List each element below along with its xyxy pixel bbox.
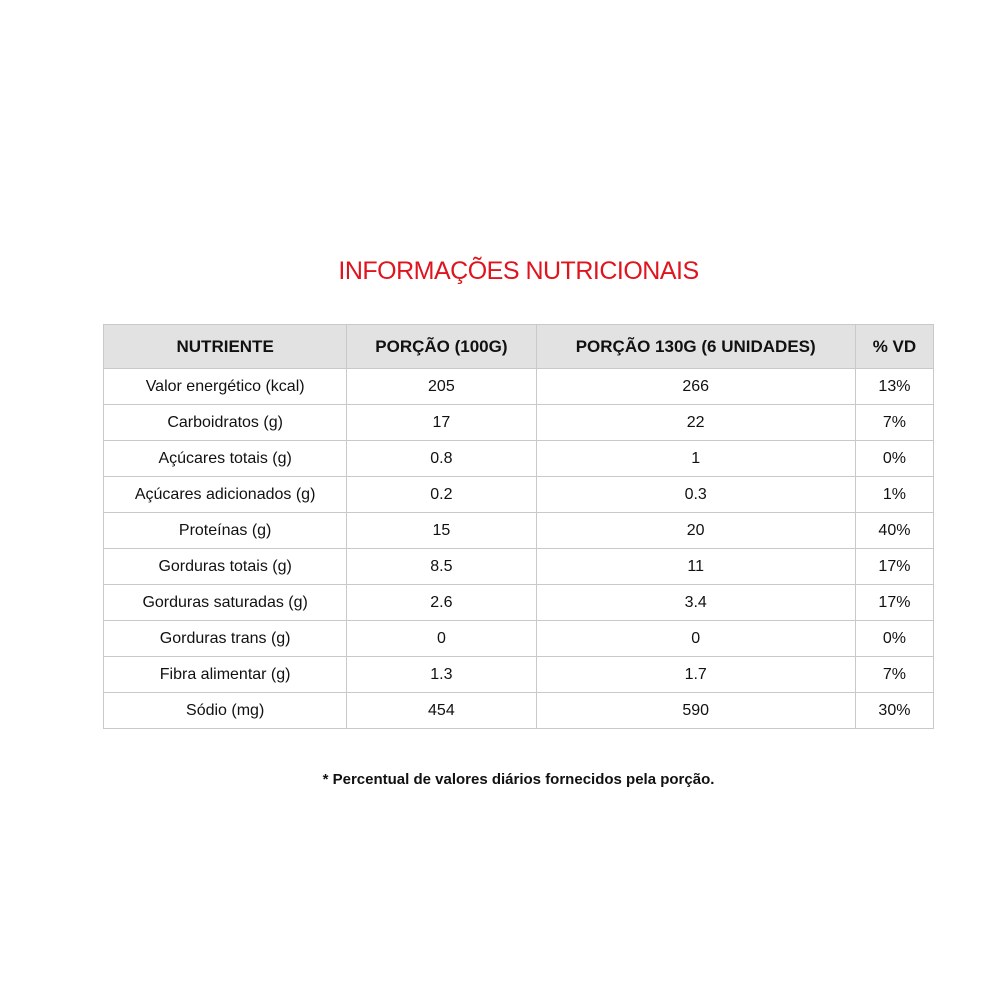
cell-percent-vd: 13% xyxy=(855,369,933,405)
cell-nutrient: Proteínas (g) xyxy=(104,513,347,549)
cell-per-100g: 0.8 xyxy=(347,441,536,477)
nutrition-table xyxy=(103,324,934,729)
table-row xyxy=(104,657,934,693)
cell-per-100g: 0 xyxy=(347,621,536,657)
cell-percent-vd: 1% xyxy=(855,477,933,513)
cell-per-130g: 11 xyxy=(536,549,855,585)
cell-nutrient: Carboidratos (g) xyxy=(104,405,347,441)
table-row xyxy=(104,513,934,549)
cell-per-130g: 590 xyxy=(536,693,855,729)
cell-nutrient: Fibra alimentar (g) xyxy=(104,657,347,693)
cell-nutrient: Valor energético (kcal) xyxy=(104,369,347,405)
footnote: * Percentual de valores diários fornecidos pela porção. xyxy=(322,771,715,788)
cell-per-130g: 3.4 xyxy=(536,585,855,621)
page-title: INFORMAÇÕES NUTRICIONAIS xyxy=(338,257,699,285)
cell-nutrient: Açúcares adicionados (g) xyxy=(104,477,347,513)
cell-percent-vd: 17% xyxy=(855,585,933,621)
header-nutriente: NUTRIENTE xyxy=(104,325,347,369)
cell-per-100g: 205 xyxy=(347,369,536,405)
cell-nutrient: Sódio (mg) xyxy=(104,693,347,729)
cell-per-100g: 8.5 xyxy=(347,549,536,585)
table-row xyxy=(104,549,934,585)
cell-per-130g: 1.7 xyxy=(536,657,855,693)
cell-per-130g: 22 xyxy=(536,405,855,441)
cell-nutrient: Gorduras totais (g) xyxy=(104,549,347,585)
cell-nutrient: Gorduras trans (g) xyxy=(104,621,347,657)
header-percent-vd: % VD xyxy=(855,325,933,369)
cell-per-100g: 1.3 xyxy=(347,657,536,693)
cell-per-130g: 266 xyxy=(536,369,855,405)
cell-percent-vd: 7% xyxy=(855,657,933,693)
cell-percent-vd: 40% xyxy=(855,513,933,549)
cell-per-130g: 0.3 xyxy=(536,477,855,513)
header-porcao-100g: PORÇÃO (100G) xyxy=(347,325,536,369)
cell-per-130g: 20 xyxy=(536,513,855,549)
header-porcao-130g: PORÇÃO 130G (6 UNIDADES) xyxy=(536,325,855,369)
table-row xyxy=(104,441,934,477)
cell-percent-vd: 0% xyxy=(855,441,933,477)
cell-per-100g: 2.6 xyxy=(347,585,536,621)
cell-nutrient: Açúcares totais (g) xyxy=(104,441,347,477)
table-row xyxy=(104,621,934,657)
cell-per-130g: 1 xyxy=(536,441,855,477)
table-row xyxy=(104,477,934,513)
cell-nutrient: Gorduras saturadas (g) xyxy=(104,585,347,621)
cell-percent-vd: 0% xyxy=(855,621,933,657)
cell-percent-vd: 17% xyxy=(855,549,933,585)
cell-per-100g: 17 xyxy=(347,405,536,441)
cell-percent-vd: 30% xyxy=(855,693,933,729)
table-row xyxy=(104,405,934,441)
table-row xyxy=(104,585,934,621)
cell-per-100g: 15 xyxy=(347,513,536,549)
cell-percent-vd: 7% xyxy=(855,405,933,441)
table-header-row xyxy=(104,325,934,369)
cell-per-100g: 0.2 xyxy=(347,477,536,513)
cell-per-100g: 454 xyxy=(347,693,536,729)
table-row xyxy=(104,369,934,405)
table-row xyxy=(104,693,934,729)
cell-per-130g: 0 xyxy=(536,621,855,657)
